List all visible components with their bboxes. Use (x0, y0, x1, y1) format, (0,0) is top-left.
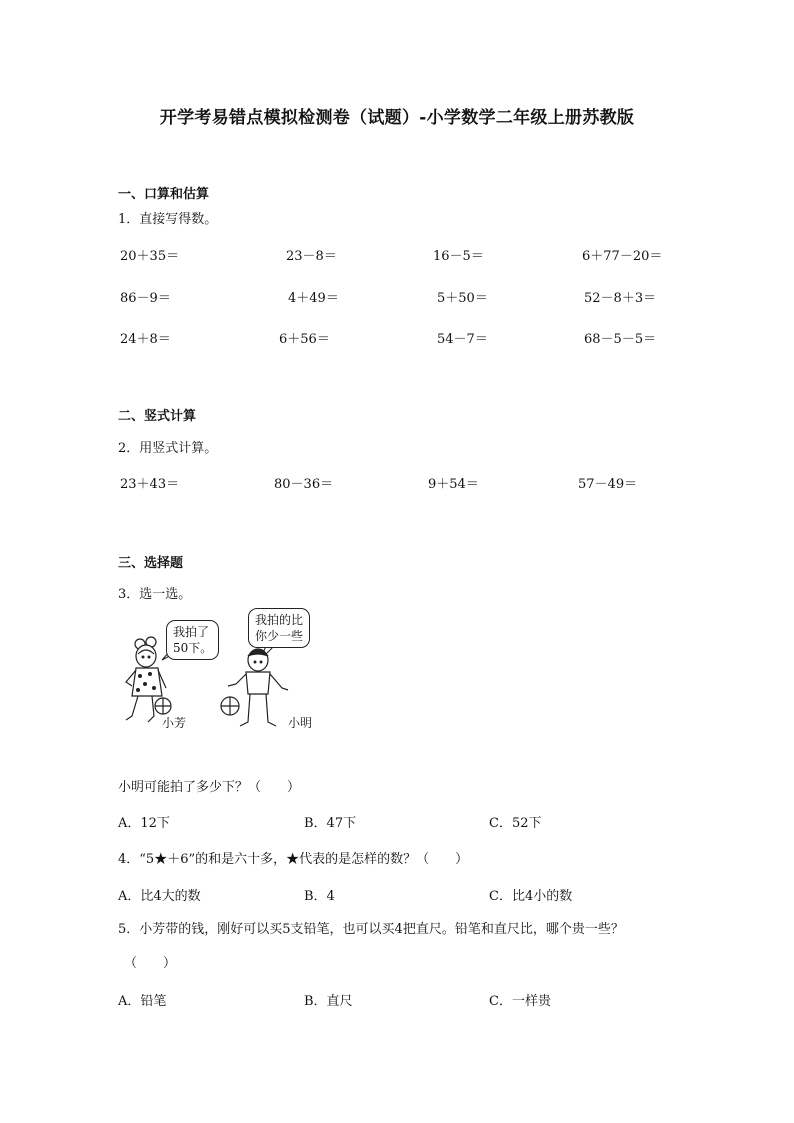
expr-3-1: 24＋8＝ (120, 332, 171, 347)
section-heading-2: 二、竖式计算 (118, 409, 197, 424)
vertical-expr-2: 80－36＝ (274, 477, 334, 492)
expr-3-3: 54－7＝ (437, 332, 488, 347)
label-boy-name: 小明 (288, 716, 313, 730)
expr-1-3: 16－5＝ (433, 249, 484, 264)
section-heading-1: 一、口算和估算 (118, 187, 210, 202)
expr-1-2: 23－8＝ (286, 249, 337, 264)
question-5-line-2: （ ） (124, 956, 177, 971)
boy-ball (221, 697, 239, 715)
expr-2-1: 86－9＝ (120, 291, 171, 306)
expr-3-4: 68－5－5＝ (584, 332, 657, 347)
bubble-boy-line-1: 我拍的比 (255, 613, 304, 627)
vertical-expr-1: 23＋43＝ (120, 477, 180, 492)
q5-option-a: A．铅笔 (118, 994, 167, 1009)
q5-option-b: B．直尺 (304, 994, 353, 1009)
question-1: 1．直接写得数。 (118, 212, 218, 227)
speech-bubble-boy (248, 608, 310, 648)
expr-2-3: 5＋50＝ (437, 291, 488, 306)
vertical-expr-4: 57－49＝ (578, 477, 638, 492)
q4-option-b: B．4 (304, 889, 335, 904)
speech-bubble-girl (166, 620, 219, 660)
page-title: 开学考易错点模拟检测卷（试题）-小学数学二年级上册苏教版 (159, 108, 635, 128)
question-4: 4．“5★＋6”的和是六十多，★代表的是怎样的数？（ ） (118, 852, 469, 867)
expr-1-4: 6＋77－20＝ (582, 249, 663, 264)
girl-ball (155, 698, 171, 714)
bubble-girl-line-2: 50下。 (173, 641, 213, 655)
boy-figure (228, 649, 288, 726)
q3-option-c: C．52下 (489, 816, 542, 831)
q4-option-a: A．比4大的数 (118, 889, 201, 904)
question-2: 2．用竖式计算。 (118, 441, 218, 456)
bubble-girl-line-1: 我拍了 (173, 625, 210, 639)
expr-1-1: 20＋35＝ (120, 249, 180, 264)
expr-2-4: 52－8＋3＝ (584, 291, 657, 306)
q3-option-a: A．12下 (118, 816, 170, 831)
expr-2-2: 4＋49＝ (288, 291, 339, 306)
q4-option-c: C．比4小的数 (489, 889, 573, 904)
label-girl-name: 小芳 (162, 716, 187, 730)
question-3: 3．选一选。 (118, 587, 192, 602)
section-heading-3: 三、选择题 (118, 556, 184, 571)
q5-option-c: C．一样贵 (489, 994, 551, 1009)
expr-3-2: 6＋56＝ (279, 332, 330, 347)
bubble-boy-line-2: 你少一些 (255, 629, 304, 643)
question-3-prompt: 小明可能拍了多少下？（ ） (118, 780, 301, 795)
question-5-line-1: 5．小芳带的钱，刚好可以买5支铅笔，也可以买4把直尺。铅笔和直尺比，哪个贵一些？ (118, 922, 624, 937)
vertical-expr-3: 9＋54＝ (428, 477, 479, 492)
q3-option-b: B．47下 (304, 816, 357, 831)
